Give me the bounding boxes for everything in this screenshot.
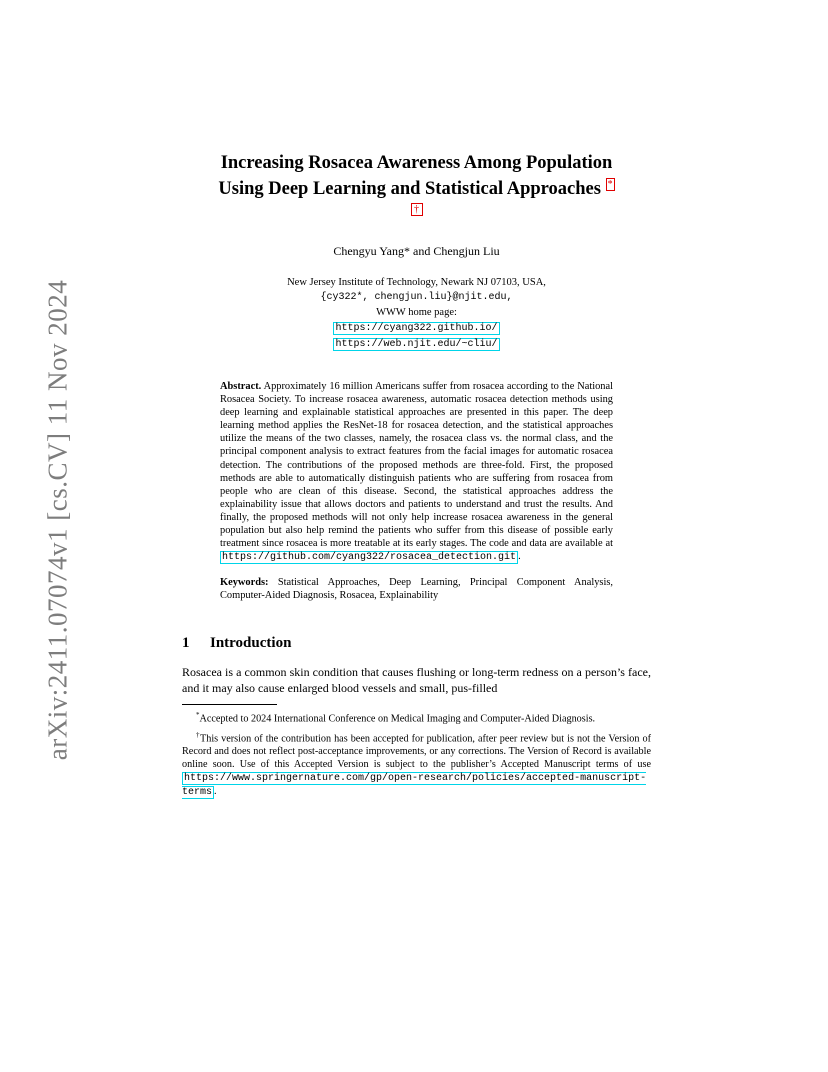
footnote-link-2[interactable]: †: [411, 203, 423, 216]
section-title: Introduction: [210, 634, 292, 651]
title-line-2: Using Deep Learning and Statistical Approaches: [218, 179, 601, 199]
intro-paragraph: Rosacea is a common skin condition that causes flushing or long-term redness on a person’s face, and it may also cause enlarged blood vessels and small, pus-filled: [182, 664, 651, 695]
title-line-1: Increasing Rosacea Awareness Among Population: [220, 153, 613, 173]
footnote-1: [182, 709, 651, 725]
homepage-link-2[interactable]: https://web.njit.edu/~cliu/: [335, 339, 498, 350]
abstract-label: Abstract.: [220, 381, 262, 392]
keywords-text: Statistical Approaches, Deep Learning, Principal Component Analysis, Computer-Aided Diagnosis, Rosacea, Explainability: [220, 577, 613, 602]
authors: Chengyu Yang* and Chengjun Liu: [333, 244, 500, 258]
keywords: [220, 576, 613, 602]
homepage-link-1[interactable]: https://cyang322.github.io/: [335, 323, 498, 334]
abstract: [220, 380, 613, 564]
abstract-text: Approximately 16 million Americans suffer from rosacea according to the National Rosacea Society. To increase rosacea awareness, automatic rosacea detection methods using deep learning and explainable statistical approaches are presented in this paper. The deep learning method applies the ResNet-18 for rosacea detection, and the statistical approaches utilize the means of the two classes, namely, the rosacea class vs. the normal class, and the principal component analysis to extract features from the facial images for automatic rosacea detection. The contributions of the proposed methods are three-fold. First, the proposed methods are able to automatically distinguish patients who are suffering from rosacea from people who are clean of this disease. Second, the statistical approaches address the explainability issue that allows doctors and patients to understand and trust the results. And finally, the proposed methods will not only help increase rosacea awareness in the general population but also help remind the patients who suffer from this disease of possible early treatment since rosacea is more treatable at its early stages. The code and data are available at: [220, 381, 613, 550]
footnote-1-text: Accepted to 2024 International Conference on Medical Imaging and Computer-Aided Diagnosis.: [199, 712, 596, 724]
footnote-2-end: .: [214, 786, 217, 798]
author-emails: {cy322*, chengjun.liu}@njit.edu,: [320, 292, 513, 303]
footnote-2-mark: †: [196, 730, 201, 739]
footnote-2-text: This version of the contribution has been accepted for publication, after peer review but is not the Version of Record and does not reflect post-acceptance improvements, or any corrections. The Version of Record is available online soon. Use of this Accepted Version is subject to the publisher’s Accepted Manuscript terms of use: [182, 733, 652, 771]
footnote-divider: [182, 704, 277, 705]
section-number: 1: [182, 634, 190, 651]
paper-page: [182, 150, 651, 799]
terms-link[interactable]: https://www.springernature.com/gp/open-research/policies/accepted-manuscript-terms: [182, 773, 647, 799]
footnote-link-1[interactable]: *: [607, 178, 613, 190]
footnote-1-mark: *: [196, 710, 200, 719]
section-heading: [182, 635, 651, 652]
keywords-label: Keywords:: [220, 577, 269, 589]
home-page-label: WWW home page:: [376, 307, 457, 318]
affiliation: [182, 275, 651, 352]
code-link[interactable]: https://github.com/cyang322/rosacea_detection.git: [222, 552, 517, 564]
arxiv-identifier: arXiv:2411.07074v1 [cs.CV] 11 Nov 2024: [42, 279, 73, 761]
affiliation-line: New Jersey Institute of Technology, Newark NJ 07103, USA,: [287, 277, 546, 288]
abstract-end: .: [518, 551, 521, 563]
footnote-2: [182, 729, 651, 799]
paper-title: [182, 150, 651, 216]
